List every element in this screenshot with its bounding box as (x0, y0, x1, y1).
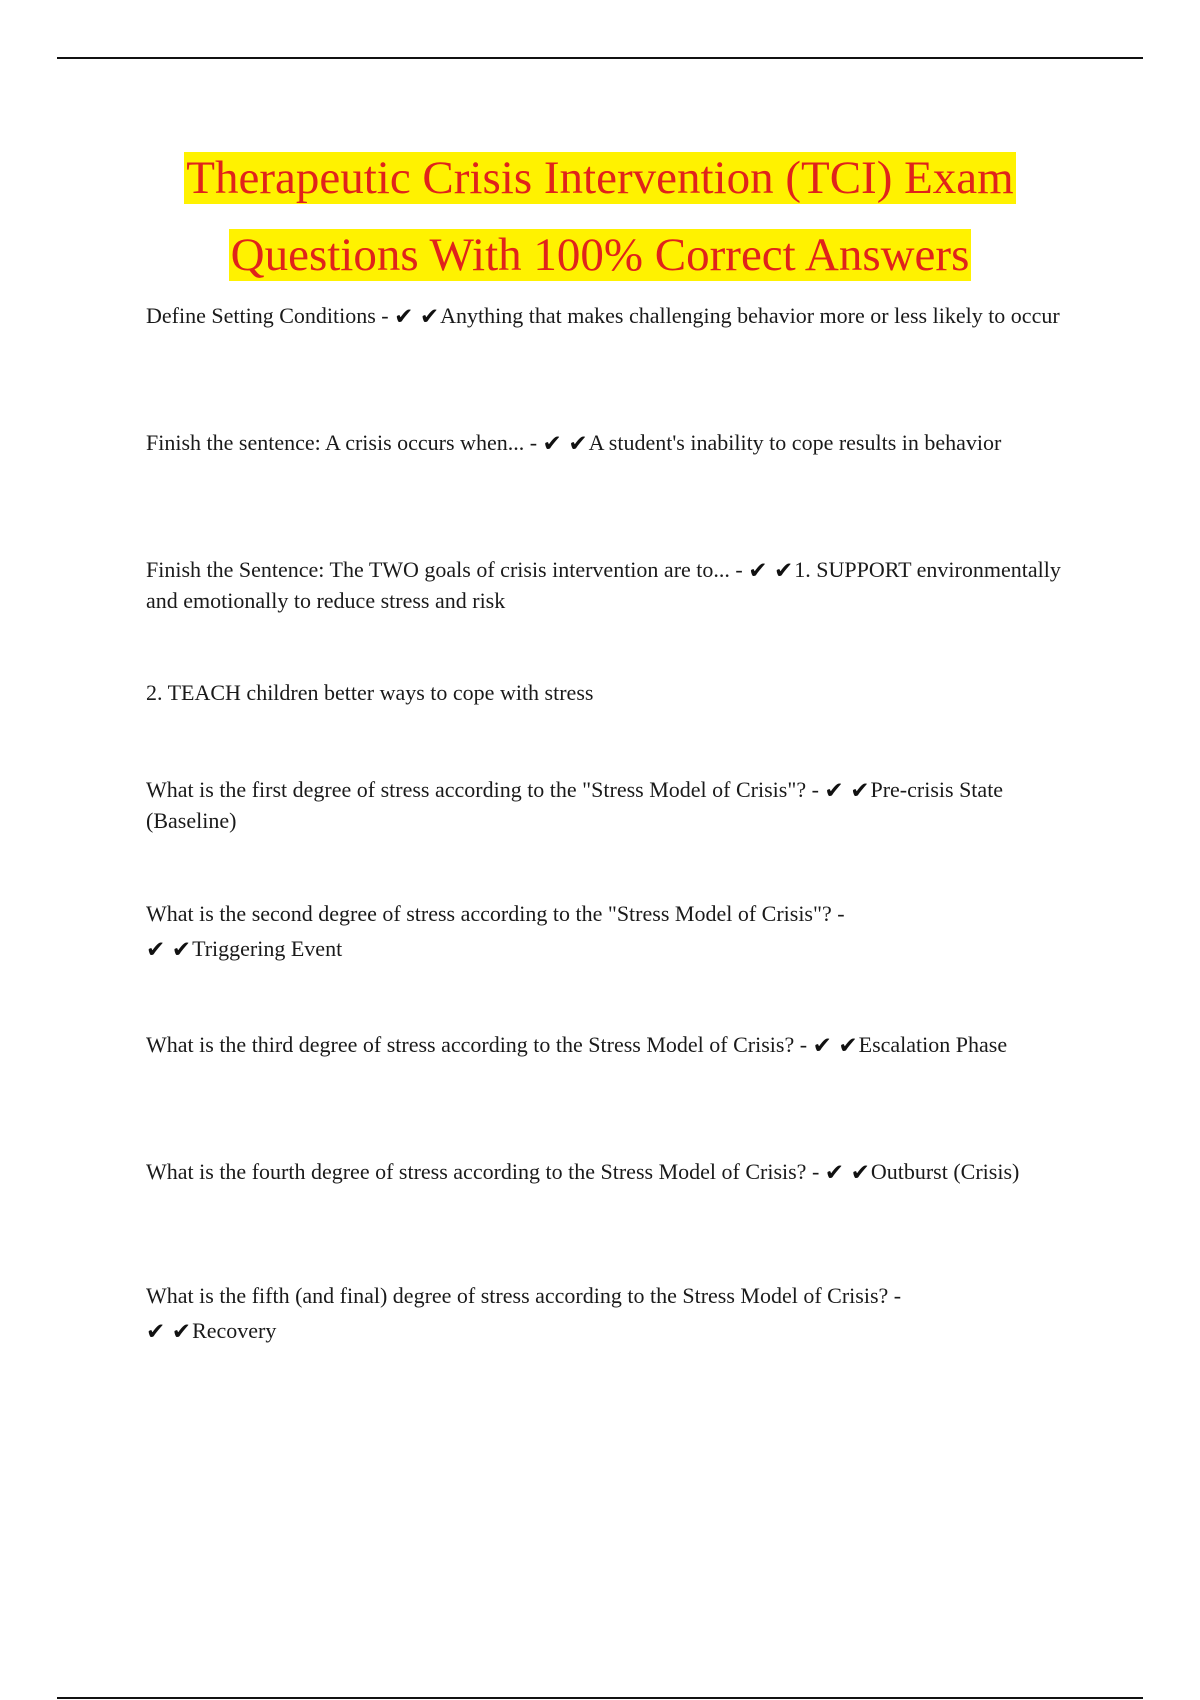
answer-marker (825, 1159, 871, 1184)
check-icon: ✔ (850, 1160, 870, 1186)
qa-item (146, 300, 1086, 331)
check-icon: ✔ (419, 304, 440, 330)
qa-item (146, 1280, 1086, 1346)
answer-text: Escalation Phase (858, 1032, 1008, 1057)
qa-item (146, 898, 1086, 964)
question-text: Finish the Sentence: The TWO goals of crisis intervention are to... - (146, 557, 749, 582)
question-text: What is the third degree of stress according to the Stress Model of Crisis? - (146, 1032, 813, 1057)
check-icon: ✔ (394, 304, 414, 330)
check-icon: ✔ (850, 778, 870, 804)
question-text: What is the first degree of stress according to the "Stress Model of Crisis"? - (146, 777, 825, 802)
check-icon: ✔ (568, 431, 588, 457)
answer-text: A student's inability to cope results in behavior (588, 430, 1002, 455)
answer-text: Outburst (Crisis) (870, 1159, 1020, 1184)
title-line-2: Questions With 100% Correct Answers (230, 229, 970, 281)
answer-marker (394, 303, 440, 328)
question-text: What is the fifth (and final) degree of stress according to the Stress Model of Crisis? - (146, 1283, 902, 1308)
qa-item (146, 774, 1086, 836)
check-icon: ✔ (146, 937, 166, 963)
question-text: Define Setting Conditions - (146, 303, 395, 328)
page-title (0, 140, 1200, 294)
answer-marker (824, 777, 870, 802)
check-icon: ✔ (824, 1160, 845, 1186)
answer-marker (146, 1315, 192, 1346)
qa-item (146, 1029, 1086, 1060)
answer-marker (748, 557, 794, 582)
qa-item (146, 554, 1086, 616)
check-icon: ✔ (171, 1319, 192, 1345)
question-text: What is the fourth degree of stress according to the Stress Model of Crisis? - (146, 1159, 825, 1184)
check-icon: ✔ (812, 1033, 832, 1059)
qa-item (146, 1156, 1086, 1187)
answer-text: Recovery (192, 1318, 277, 1343)
answer-text: Pre-crisis State (Baseline) (146, 777, 1004, 833)
title-line-1: Therapeutic Crisis Intervention (TCI) Exam (186, 152, 1014, 204)
bottom-rule (57, 1697, 1143, 1699)
answer-marker (813, 1032, 859, 1057)
check-icon: ✔ (146, 1319, 166, 1345)
question-text: Finish the sentence: A crisis occurs when... - (146, 430, 543, 455)
check-icon: ✔ (838, 1033, 858, 1059)
answer-text: Triggering Event (192, 936, 343, 961)
answer-continuation: 2. TEACH children better ways to cope with stress (146, 680, 594, 705)
answer-marker (543, 430, 589, 455)
question-text: What is the second degree of stress according to the "Stress Model of Crisis"? - (146, 901, 845, 926)
check-icon: ✔ (774, 558, 794, 584)
top-rule (57, 57, 1143, 59)
answer-text: 1. SUPPORT environmentally and emotionally to reduce stress and risk (146, 557, 1061, 613)
qa-item (146, 427, 1086, 458)
check-icon: ✔ (748, 558, 768, 584)
check-icon: ✔ (542, 431, 562, 457)
check-icon: ✔ (824, 778, 844, 804)
answer-text: Anything that makes challenging behavior more or less likely to occur (440, 303, 1060, 328)
check-icon: ✔ (171, 937, 192, 963)
answer-marker (146, 933, 192, 964)
